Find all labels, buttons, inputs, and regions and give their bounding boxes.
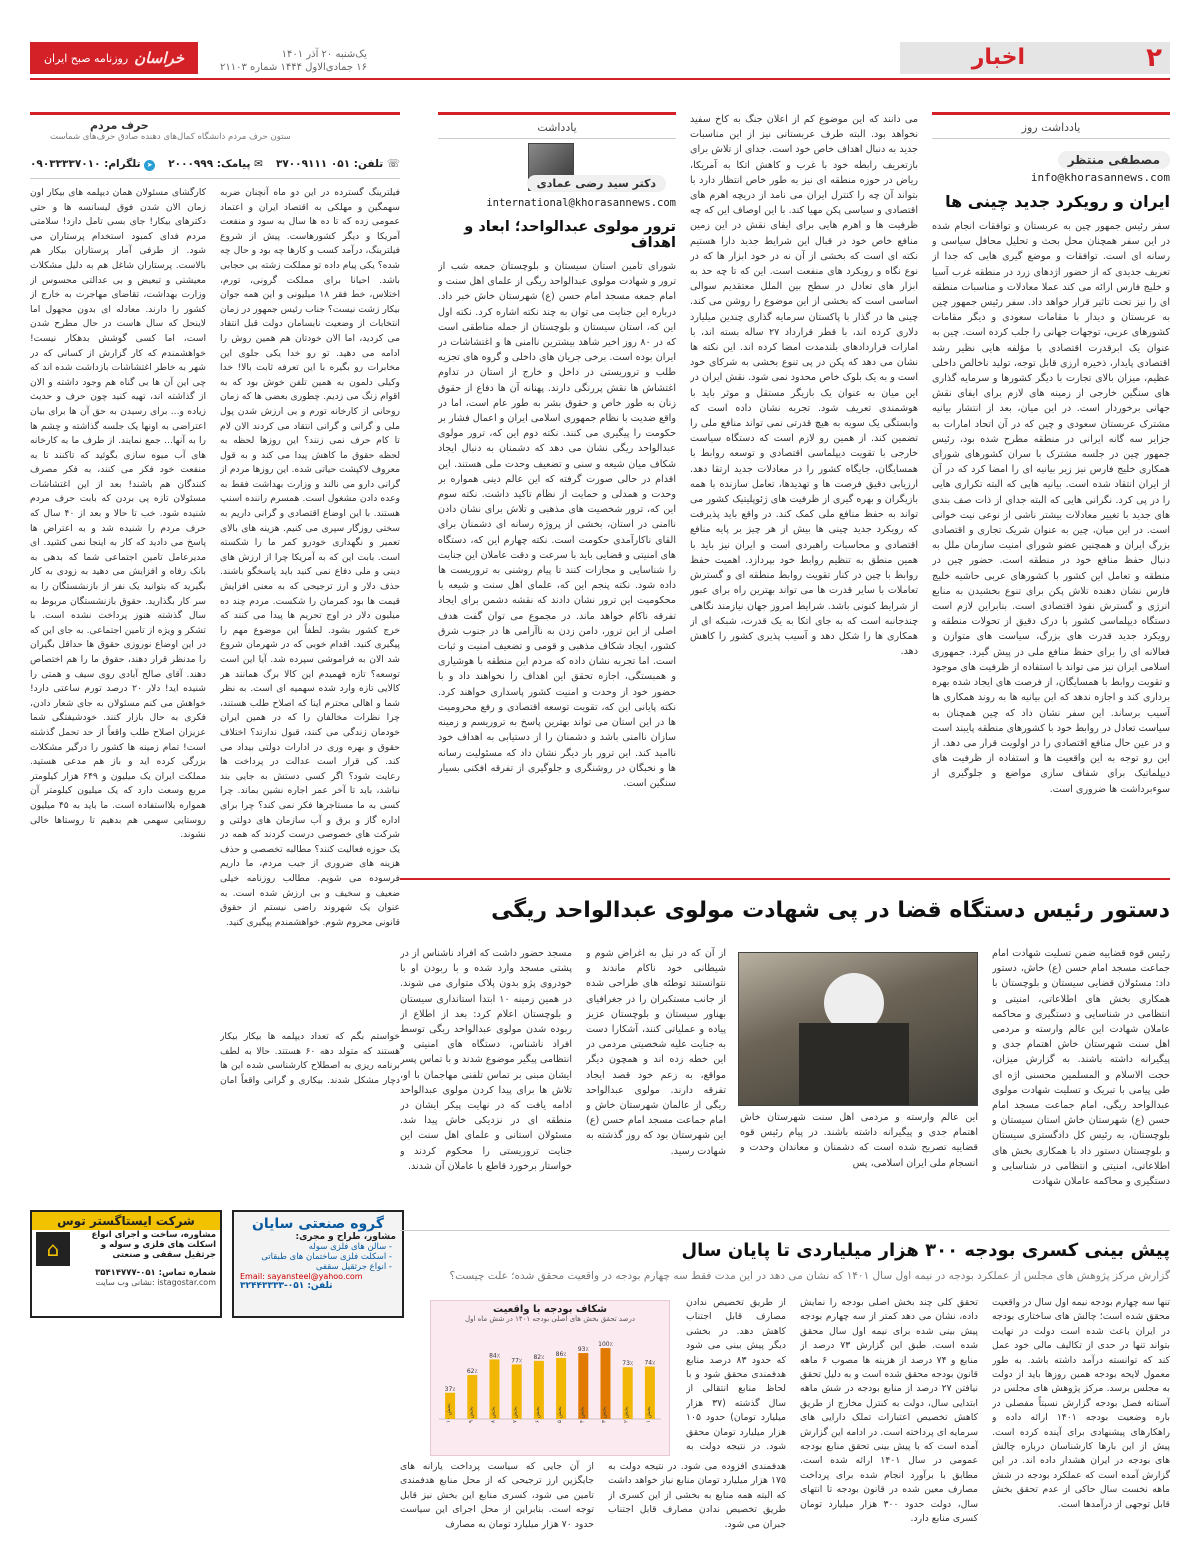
sayan-ad[interactable] <box>232 1210 404 1318</box>
story-headline: دستور رئیس دستگاه قضا در پی شهادت مولوی عبدالواحد ریگی <box>491 898 1170 923</box>
date-line-1: یک‌شنبه ۲۰ آذر ۱۴۰۱ <box>281 49 367 60</box>
chart-category-label: بخش ۱۰ <box>446 1403 453 1423</box>
story-divider <box>400 1230 1170 1231</box>
divider <box>932 138 1170 139</box>
author-email[interactable]: international@khorasannews.com <box>486 197 676 209</box>
chart-category-label: بخش ۹ <box>468 1406 475 1423</box>
budget-chart <box>430 1300 670 1456</box>
author-name: مصطفی منتظر <box>1058 151 1170 169</box>
sms-number: ۲۰۰۰۹۹۹ <box>168 158 214 170</box>
brand-box <box>30 42 198 74</box>
ad-line-2: - اسکلت فلزی ساختمان های طبقاتی <box>261 1252 392 1262</box>
telegram-contact[interactable] <box>30 158 155 176</box>
article-body-continued: می دانند که این موضوع کم از اعلان جنگ به کاخ سفید نخواهد بود. البته طرف عربستانی نیز از این مناسبات جدید به دنبال اهداف خاص خود است. جدای از تلاش برای بازتعریف رابطه خود با غرب و کاهش اتکا به آمریکا، ریاض در حوزه منطقه ای نیز به طور خاص انتظار دارد با بتواند آن چه را کنترل ایران می نامد از دریچه اهرم های اقتصادی و سیاسی پکن مهیا کند. با این اوصاف این که چه ظرفیت ها و اهرم هایی برای ایفای نقش در این زمین منافع خاص خود در قبال این شرایط جدید دارا هستیم نکته ای است که بخشی از آن نه در خود ابزار ها که در نوع نگاه و رویکرد های منفعت است. این که تا چه حد به ابزار های تعادل در سطح بین الملل معتقدیم سوالی اساسی است که بخشی از این موضوع را روشن می کند. چینی ها در گذار با پاکستان سرمایه گذاری چندین میلیارد دلاری کرده اند، با قطر قرارداد ۲۷ ساله بسته اند، با امارات قراردادهای بلندمدت امضا کرده اند. این نکته ها نشان می دهد که پکن در پی تنوع بخشی به شرکای خود است و به یک بلوک خاص محدود نمی شود. نقش ایران در این میان به عنوان یک بازیگر مستقل و موثر باید با هوشمندی تعریف شود. تجربه نشان داده است که وابستگی یک سویه به هیچ قدرتی نمی تواند منافع ملی را تضمین کند. از همین رو لازم است که دستگاه سیاست خارجی با تقویت دیپلماسی اقتصادی و توسعه روابط با همسایگان، جایگاه کشور را در معادلات جدید ارتقا دهد. ارزیابی دقیق فرصت ها و تهدیدها، تعامل سازنده با همه بازیگران و بهره گیری از ظرفیت های ژئوپلیتیک کشور می تواند به حفظ منافع ملی کمک کند. در واقع باید پذیرفت که رویکرد جدید چینی ها بیش از هر چیز بر پایه منافع اقتصادی و محاسبات راهبردی است و ایران نیز باید با همین منطق به تنظیم روابط خود بپردازد. اهمیت حفظ روابط با چین در کنار تقویت روابط منطقه ای و گسترش تعاملات با سایر قدرت ها می تواند بهترین راه برای عبور از شرایط کنونی باشد. شرایط امروز جهان نیازمند نگاهی چندجانبه است که به جای اتکا به یک قدرت، شبکه ای از همکاری ها را شکل دهد و آسیب پذیری کشور را کاهش دهد. <box>690 114 918 658</box>
note-column <box>438 112 676 870</box>
chart-subtitle: درصد تحقق بخش های اصلی بودجه ۱۴۰۱ در شش ماه اول <box>464 1315 635 1323</box>
story-headline: پیش بینی کسری بودجه ۳۰۰ هزار میلیاردی تا پایان سال <box>681 1240 1170 1261</box>
chart-data-label: 37٪ <box>444 1385 456 1393</box>
page-header <box>30 42 1170 82</box>
ad-line-2: اسکلت های فلزی و سوله و <box>100 1240 216 1250</box>
story-column-1: رئیس قوه قضاییه ضمن تسلیت شهادت امام جماعت مسجد امام حسن (ع) خاش، دستور داد: مسئولان قضایی سیستان و بلوچستان با همکاری بخش های اطلاعاتی، امنیتی و انتظامی در شناسایی و دستگیری و محاکمه عاملان شهادت این عالم وارسته و مردمی اهل سنت شهرستان خاش اهتمام جدی و پیگیرانه داشته باشند. به گزارش میزان، حجت الاسلام و المسلمین محسنی اژه ای طی پیامی با تبریک و تسلیت شهادت مولوی عبدالواحد ریگی، امام جماعت مسجد امام حسن (ع) شهرستان خاش استان سیستان و بلوچستان، به رئیس کل دادگستری سیستان و بلوچستان دستور داد با همکاری بخش های اطلاعاتی، امنیتی و انتظامی در شناسایی و دستگیری و محاکمه عاملان شهادت <box>992 948 1170 1188</box>
readers-column-header <box>30 112 400 142</box>
judiciary-chief-photo <box>738 952 978 1106</box>
chart-category-label: بخش ۷ <box>512 1406 519 1423</box>
chart-data-label: 93٪ <box>577 1346 589 1354</box>
date-block <box>220 48 367 74</box>
chart-category-label: بخش ۴ <box>579 1406 586 1423</box>
chart-category-label: بخش ۶ <box>534 1406 541 1423</box>
phone-icon: ☏ <box>386 158 400 170</box>
chart-data-label: 84٪ <box>489 1352 500 1360</box>
ad-line-3: جرثقیل سقفی و صنعتی <box>112 1250 216 1260</box>
column-top-bar <box>932 112 1170 115</box>
header-divider <box>30 78 1170 80</box>
ad-email: Email: sayansteel@yahoo.com <box>240 1272 363 1281</box>
readers-messages-left: کارگشای مسئولان همان دیپلمه های بیکار اون زمان الان شدن فوق لیسانسه ها و حتی دکترهای بیکار! جای بسی تامل دارد! سلامتی مردم فدای کمبود استخدام پرستاران می شود. از طرفی آمار پرستاران بیکار هم بالاست. پرستاران شاغل هم به دلیل مشکلات معیشتی و تبعیض و بی عدالتی محسوس از وزارت بهداشت، تقاضای مهاجرت به خارج از کشور را دارند. معادله ای بدون مجهول اما لاینحل که سال هاست در حال مطرح شدن است، اما کسی گوشش بدهکار نیست! خواهشمندم که کار گزارش از کسانی که در شهر به خاطر اغتشاشات بازداشت شده اند که چی این آن ها بی گناه هم وجود داشته و الان از گذاشته اند، تهیه کنید چون حرف و حدیث زیاده و... برای رسیدن به حق آن ها برای بیان اعتراضی به اونها یک جلسه گذاشته و چشم ها را به آنها... جمع نمایند. از طرف ما به کارخانه های آب میوه سازی بگوئید که تاکنند تا به منفعت خود فکر می کنند، به فکر مصرف کنندگان هم باشند! بعد از این اغتشاشات مسئولان تازه پی بردن که بابت حرف مردم شنیده شود. خب تا حالا و بعد از ۴۰ سال که حرف مردم را شنیده شد و به اعتراض ها پاسخ می دادید که کار به اینجا نمی کشید. ای مدیرعامل تامین اجتماعی شما که بدهی به بانک رفاه و افزایش می دهید به زودی به کار بگیرید که بتوانید یک نفر از بازنشستگان را به سر کار بگذارید. حقوق بازنشستگان مربوط به سال گذشته هنوز پرداخت نشده است. با تشکر و ویژه از تامین اجتماعی. به جای این که در این اوضاع نوروزی حقوق ها حداقل بگیران را مدنظر قرار دهند، حقوق ما را هم اختصاص دهند. آقای صالح آبادی روی سیف و همتی را شنیده اید! دلار ۲۰ درصد تورم ساعتی دارد! خواهش می کنم مسئولان به جای شعار دادن، فکری به حال بازار کنند. خودشیفتگی شما عزیزان اصلاح طلب واقعاً از حد تحمل گذشته است! تمام زمینه ها کشور را درگیر مشکلات بزرگی کرده اید و باز هم مدعی هستید. مملکت ایران یک میلیون و ۶۴۹ هزار کیلومتر مربع وسعت دارد که یک میلیون کیلومتر آن همواره بلااستفاده است. ما باید به ۴۵ میلیون روستایی سهمی هم بدهیم تا روستاها خالی نشوند. <box>30 187 206 841</box>
article-title: ایران و رویکرد جدید چینی ها <box>945 192 1170 211</box>
page-number: ۲ <box>1146 43 1162 73</box>
contact-bar <box>30 158 400 176</box>
photo-robe <box>799 1023 909 1105</box>
chart-category-label: بخش ۵ <box>557 1406 564 1423</box>
crane-logo-icon: ⌂ <box>36 1232 70 1266</box>
sms-icon: ✉ <box>254 158 263 170</box>
chart-category-label: بخش ۲ <box>623 1406 630 1423</box>
telegram-label: تلگرام: <box>104 158 141 170</box>
ad-website[interactable]: istagostar.com :نشانی وب سایت <box>95 1278 216 1287</box>
story-lead: گزارش مرکز پژوهش های مجلس از عملکرد بودجه در نیمه اول سال ۱۴۰۱ که نشان می دهد در این مدت فقط سه چهارم بودجه در واقعیت محقق شده؛ علت چیست؟ <box>449 1270 1170 1282</box>
phone-contact[interactable] <box>276 158 400 176</box>
phone-label: تلفن: <box>353 158 384 170</box>
chart-category-label: بخش ۳ <box>601 1406 608 1423</box>
column-top-bar <box>30 112 400 115</box>
istagostar-ad[interactable] <box>30 1210 222 1318</box>
chart-category-label: بخش ۸ <box>490 1406 497 1423</box>
ad-phone-label: تلفن: <box>307 1281 333 1291</box>
story-caption-column: این عالم وارسته و مردمی اهل سنت شهرستان خاش اهتمام جدی و پیگیرانه داشته باشند. در پیام رئیس قوه قضاییه تصریح شده است که دشمنان و معاندان وحدت و انسجام ملی ایران اسلامی، پس <box>740 1112 978 1169</box>
ad-line-1: مشاوره، ساخت و اجرای انواع <box>91 1230 216 1240</box>
chart-category-label: بخش ۱ <box>645 1406 652 1423</box>
chart-data-label: 86٪ <box>555 1351 567 1359</box>
story-column-4: مسجد حضور داشت که افراد ناشناس از در پشتی مسجد وارد شده و با ربودن او با خودروی پژو بدون پلاک متواری می شوند. در همین زمینه ۱۰ ابتدا استانداری سیستان و بلوچستان اعلام کرد: بعد از اطلاع از ربوده شدن مولوی عبدالواحد ریگی توسط افراد ناشناس، دستگاه های امنیتی و انتظامی پیگیر موضوع شدند و با تماس پسر ایشان مبنی بر تماس تلفنی مهاجمان با او، تلاش ها برای پیدا کردن مولوی عبدالواحد ادامه یافت که در نهایت پیکر ایشان در منطقه ای در نزدیکی خاش پیدا شد. مسئولان استانی و علمای اهل سنت این جنایت تروریستی را محکوم کردند و خواستار برخورد قاطع با عاملان آن شدند. <box>400 948 572 1172</box>
chart-title: شکاف بودجه با واقعیت <box>493 1304 607 1315</box>
date-line-2: ۱۶ جمادی‌الاول ۱۴۴۴ شماره ۲۱۱۰۳ <box>220 62 367 73</box>
telegram-number: ۰۹۰۳۳۳۳۷۰۱۰ <box>30 158 101 170</box>
chart-data-label: 62٪ <box>466 1368 478 1376</box>
brand-tagline: روزنامه صبح ایران <box>43 51 129 65</box>
story2-column-1: تنها سه چهارم بودجه نیمه اول سال در واقعیت محقق شده است؛ چالش های ساختاری بودجه در ایران باعث شده است دولت در نهایت بتواند تنها در حدی از تکالیف مالی خود عمل کند که توانسته درآمد داشته باشد. به طور معمول لایحه بودجه همین روزها باید از دولت به مجلس برسد. مرکز پژوهش های مجلس در آستانه فصل بودجه گزارش نسبتاً مفصلی در باره وضعیت بودجه ۱۴۰۱ ارائه داده و راهکارهای پیشنهادی برای آینده کرده است. پیش از این بارها کارشناسان درباره چالش های بودجه در ایران هشدار داده اند. در این گزارش آمده است که عملکرد بودجه در شش ماهه نخست سال حاکی از عدم تحقق بخش قابل توجهی از درآمدها است. <box>992 1297 1170 1510</box>
chart-data-label: 77٪ <box>511 1357 523 1365</box>
ad-line-3: - انواع جرثقیل سقفی <box>315 1262 392 1272</box>
chart-data-label: 100٪ <box>598 1341 613 1349</box>
article-body: سفر رئیس جمهور چین به عربستان و توافقات انجام شده در این سفر همچنان محل بحث و تحلیل محافل سیاسی و رسانه ای است. توافقات و موضع گیری هایی که جدا از تعریف جدیدی که از حضور اژدهای زرد در منطقه غرب آسیا و خلیج فارس ارائه می کند عملا معادلات و مناسبات منطقه ای را نیز تحت تاثیر قرار خواهد داد. سفر رئیس جمهور چین به عربستان و دیدار با مقامات سعودی و دیگر مقامات کشورهای عربی، توجهات جهانی را جلب کرده است. چین به عنوان یک ابرقدرت اقتصادی با مؤلفه هایی نظیر رشد اقتصادی پایدار، ذخیره ارزی قابل توجه، تولید ناخالص داخلی عظیم، میزان بالای تجارت با دیگر کشورها و سرمایه گذاری های سنگین خارجی از زمینه های لازم برای ایفای نقش جهانی برخوردار است. در این میان، بعد از انتشار بیانیه مشترک عربستان سعودی و چین که در آن اتحاد امارات به جزایر سه گانه ایرانی در منطقه مطرح شده بود، رئیس جمهور چین در جلسه مشترک با سران کشورهای شورای همکاری خلیج فارس نیز زیر بیانیه ای را امضا کرد که در آن از ایران انتقاد شده است. بیانیه هایی که البته تکراری هایی را در پی کرد. نگرانی هایی که البته جدای از ذات صف بندی های جدید با تغییر معادلات بیشتر ناشی از نوعی نیت خوانی است. در این میان، چین به عنوان شریک تجاری و اقتصادی بزرگ ایران و همچنین عضو شورای امنیت سازمان ملل به دنبال حفظ منافع خود در منطقه است. حضور چین در منطقه و تعامل این کشور با کشورهای عربی حاشیه خلیج فارس نشان دهنده تلاش پکن برای تنوع بخشیدن به منابع انرژی و گسترش نفوذ اقتصادی است. بنابراین لازم است دستگاه دیپلماسی کشور با درک دقیق از تحولات منطقه و رویکرد جدید قدرت های بزرگ، سیاست های متوازن و فعالانه ای را برای حفظ منافع ملی در پیش گیرد. جمهوری اسلامی ایران نیز می تواند با استفاده از ظرفیت های موجود و تقویت روابط با همسایگان، از فرصت های ایجاد شده بهره برداری کند و اجازه ندهد که این بیانیه ها به روند همکاری ها آسیب برساند. این سفر نشان داد که چین همچنان به سیاست تعادل در روابط خود با کشورهای منطقه پایبند است و در عین حال منافع اقتصادی را در اولویت قرار می دهد. از این رو توجه به این واقعیت ها و استفاده از ظرفیت های دیپلماتیک برای شفاف سازی مواضع و جلوگیری از سوءبرداشت ها ضروری است. <box>932 221 1170 795</box>
ad-company-name: گروه صنعتی سایان <box>251 1216 385 1232</box>
story2-column-3: از طریق تخصیص ندادن مصارف قابل اجتناب کاهش دهد. در بخشی دیگر پیش بینی می شود که حدود ۸۳ درصد منابع هدفمندی محقق شود و با لحاظ منابع انتقالی از سال گذشته (۳۷ هزار میلیارد تومان) حدود ۱۰۵ هزار میلیارد تومان محقق شود. در نتیجه دولت به <box>686 1297 786 1453</box>
divider <box>438 138 676 139</box>
story2-column-2: تحقق کلی چند بخش اصلی بودجه را نمایش داده، نشان می دهد کمتر از سه چهارم بودجه پیش بینی شده برای نیمه اول سال محقق شده است. طبق این گزارش ۷۳ درصد از منابع و ۷۴ درصد از هزینه ها مصوب ۶ ماهه قانون بودجه محقق شده است و به دلیل تحقق نیافتن ۲۷ درصد از منابع بودجه در شش ماهه ابتدایی سال، دولت به کنترل مخارج از طریق کاهش تخصیص اعتبارات تملک دارایی های سرمایه ای پرداخته است. در ادامه این گزارش آمده است که با پیش بینی تحقق منابع بودجه عمومی در سال ۱۴۰۱ ارائه شده است. مطابق با برآورد انجام شده برای پرداخت مصارف معین شده در قانون بودجه تا انتهای سال، دولت حدود ۳۰۰ هزار میلیارد تومان کسری منابع دارد. <box>800 1297 978 1525</box>
divider <box>30 178 400 179</box>
brand-logo: خراسان <box>134 49 185 67</box>
story2-column-3b: هدفمندی افزوده می شود. در نتیجه دولت به ۱۷۵ هزار میلیارد تومان منابع نیاز خواهد داشت که البته همه منابع به بخشی از این کسری از طریق تخصیص ندادن مصارف قابل اجتناب جبران می شود. <box>608 1461 786 1530</box>
author-email[interactable]: info@khorasannews.com <box>1030 171 1170 184</box>
chart-data-label: 82٪ <box>533 1353 545 1361</box>
section-title: اخبار <box>971 45 1025 70</box>
column-kicker: یادداشت <box>537 121 577 134</box>
ad-company-name: شرکت ایستاگستر توس <box>32 1212 220 1230</box>
readers-messages-extra: خواستم بگم که تعداد دیپلمه ها بیکار بیکار هستند که متولد دهه ۶۰ هستند. حالا به لطف برنامه ریزی به اصطلاح کارشناسی شده این ها دچار مشکل شدند. بیکاری و گرانی واقعاً امان <box>220 1031 400 1086</box>
article-title: ترور مولوی عبدالواحد؛ ابعاد و اهداف <box>464 219 676 251</box>
column-top-bar <box>438 112 676 115</box>
column-kicker: یادداشت روز <box>1021 121 1081 134</box>
readers-messages-right: فیلترینگ گسترده در این دو ماه آنچنان ضربه سهمگین و مهلکی به اقتصاد ایران و اعتماد عمومی زده که تا ده ها سال به سود و منفعت آمریکا و دیگر کشورهاست. پیش از شروع فیلترینگ، درآمد کسب و کارها چه بود و حال چه شده؟ یکی پیام داده تو مملکت زشته بی حجابی باشد. احیانا برای مملکت گرونی، تورم، اختلاس، خط فقر ۱۸ میلیونی و این همه جوان بیکار زشت نیست؟ جناب رئیس جمهور در زمان انتخابات از وضعیت نابسامان دولت قبل انتقاد می کردید، اما الان خودتان هم همین روش را ادامه می دهید. تو رو خدا یکی جلوی این مخابرات رو بگیره با این تعرفه ثابت بالا! خدا وکیلی دلمون به همین تلفن خوش بود که به اقوام زنگ می زدیم. چطوری بعضی ها که زمان روحانی از کارخانه تورم و بی ارزش شدن پول ملی و گرانی و گرانی انتقاد می کردند الان لام تا کام حرف نمی زنند؟ این روزها لحظه به لحظه حقوق ما کاهش پیدا می کند و به قول معروف لاکپشت حیاتی شده. این روزها مردم از گرانی دارو می نالند و وزارت بهداشت فقط به وعده دادن مشغول است. همسرم راننده اسنپ هستند. با این اوضاع اقتصادی و گرانی داریم به سختی روزگار سپری می کنیم. هزینه های بالای تعمیر و نگهداری خودرو کمر ما را شکسته است. بابت این که به آمریکا چرا از ارزش های دینی و ملی دفاع نمی کنید باید پاسخگو باشند. حذف دلار و ارز ترجیحی که به معنی افزایش قیمت ها بود کمرمان را شکست. مردم چند ده میلیون دلار در اوج تحریم ها پیدا می کنند که خرج کشور بشود. لطفاً این موضوع مهم را پیگیری کنید. اقدام خوبی که در شهرمان شروع شد الان به فراموشی سپرده شد. آیا این است توسعه؟ تازه فهمیدم این کالا برگ همانند هر کالایی تازه وارد شده سهمیه ای است. به نظر شما و اهالی محترم اینا که اصلاح طلب هستند، چرا نظرات مخالفان را که در همین ایران خودمان زندگی می کنند، قبول ندارند؟ اختلاف حقوق و بهره وری در ادارات دولتی بیداد می کند. کی قرار است عدالت در پرداخت ها رعایت شود؟ اگر کسی دستش به جایی بند نباشد، باید تا آخر عمر اجاره نشین بماند. چرا کسی به ما مستاجرها فکر نمی کند؟ چرا برای اداره گاز و برق و آب سازمان های دولتی و شرکت های خصوصی درست کردند که همه در یک حوزه فعالیت کنند؟ مطالبه تخصصی و حذف هزینه های ضروری از جیب مردم، ما داریم فرسوده می شویم. مطالب روزنامه خیلی ضعیف و سخیف و بی ارزش شده است. به عنوان یک شهروند راضی نیستم از حقوق قانونی محروم شوم. خواهشمندم پیگیری کنید. <box>220 187 400 928</box>
editorial-continued-column <box>690 112 918 870</box>
sms-label: پیامک: <box>216 158 251 170</box>
chart-data-label: 74٪ <box>644 1359 656 1367</box>
story2-column-4: از آن جایی که سیاست پرداخت یارانه های جایگزین ارز ترجیحی که از محل منابع هدفمندی تامین می شود، کسری منابع این بخش نیز قابل توجه است. بنابراین از محل اجرای این سیاست حدود ۷۰ هزار میلیارد تومان به مصارف <box>400 1461 594 1530</box>
chart-plot <box>431 1335 669 1453</box>
column-subtitle: ستون حرف مردم دانشگاه کمال‌های دهنده صادق حرف‌های شماست <box>50 132 291 142</box>
article-body: شورای تامین استان سیستان و بلوچستان جمعه شب از ترور و شهادت مولوی عبدالواحد ریگی از علمای اهل سنت و امام جمعه مسجد امام حسن (ع) شهرستان خاش خبر داد. درباره این جنایت می توان به چند نکته اشاره کرد. نکته اول این که، استان سیستان و بلوچستان از جمله مناطقی است که در ۸۰ روز اخیر شاهد بیشترین ناامنی ها و اغتشاشات در ایران بوده است. برخی جریان های داخلی و گروه های تجزیه طلب و تروریستی در داخل و خارج از استان در تداوم اغتشاش ها نقش پررنگی دارند. پهنانه آن ها دفاع از حقوق زنان به طور خاص و حقوق بشر به طور عام است، اما در واقع ضدیت با نظام جمهوری اسلامی ایران و اعمال فشار بر حکومت را پیگیری می کنند. نکته دوم این که، ترور مولوی عبدالواحد ریگی نشان می دهد که دشمنان به دنبال ایجاد شکاف میان شیعه و سنی و تضعیف وحدت ملی هستند. این اقدام در حالی صورت گرفته که این عالم دینی همواره بر وحدت و همدلی و حمایت از نظام تاکید داشت. نکته سوم این که، ترور شخصیت های مذهبی و تلاش برای نشان دادن ناامنی در استان، بخشی از پروژه رسانه ای دشمنان برای القای ناکارآمدی حکومت است. نکته چهارم این که، دستگاه های امنیتی و قضایی باید با سرعت و دقت عاملان این جنایت را شناسایی و مجازات کنند تا پیام روشنی به تروریست ها داده شود. نکته پنجم این که، علمای اهل سنت و شیعه با محکومیت این ترور نشان دادند که نقشه دشمن برای ایجاد تفرقه ناکام خواهد ماند. در مجموع می توان گفت هدف اصلی از این ترور، دامن زدن به ناآرامی ها در جنوب شرق کشور، ایجاد شکاف مذهبی و قومی و تضعیف امنیت و ثبات است. اما تجربه نشان داده که مردم این منطقه با هوشیاری و همبستگی، اجازه تحقق این اهداف را نخواهند داد و با حضور خود از وحدت و امنیت کشور پاسداری خواهند کرد. نکته پایانی این که، تقویت توسعه اقتصادی و رفع محرومیت ها در این استان می تواند بهترین پاسخ به تروریسم و زمینه سازان ناامنی باشد و دشمنان را از دستیابی به اهداف خود ناامید کند. این ترور بار دیگر نشان داد که مسئولیت رسانه ها و نخبگان در روشنگری و جلوگیری از تفرقه افکنی بسیار سنگین است. <box>438 261 676 789</box>
column-title: حرف مردم <box>90 119 149 132</box>
sms-contact[interactable] <box>168 158 263 176</box>
ad-phone: شماره تماس: ۰۵۱-۳۵۴۱۴۷۷۷ <box>95 1268 216 1278</box>
ad-line-1: - سالن های فلزی سوله <box>308 1242 392 1252</box>
telegram-icon: ➤ <box>144 160 155 171</box>
editorial-column <box>932 112 1170 870</box>
section-banner <box>900 42 1170 74</box>
story-divider <box>400 878 1170 880</box>
author-name: دکتر سید رضی عمادی <box>527 175 666 192</box>
ad-phone: ۰۵۱-۳۲۴۴۳۳۳۳ <box>240 1281 305 1291</box>
phone-number: ۰۵۱ ۳۷۰۰۹۱۱۱ <box>275 158 351 170</box>
chart-data-label: 73٪ <box>622 1360 634 1368</box>
ad-subtitle: مشاور، طراح و مجری: <box>295 1232 396 1242</box>
story-column-3: از آن که در نیل به اغراض شوم و شیطانی خود ناکام ماندند و نتوانستند توطئه های طراحی شده از جانب مستکبران را در جغرافیای بهناور سیستان و بلوچستان عزیز پیاده و عملیاتی کنند، آشکارا دست به جنایت علیه شخصیتی مردمی در این خطه زده اند و همچون دیگر مواقع، به زعم خود قصد ایجاد تفرقه دارند. مولوی عبدالواحد ریگی از عالمان شهرستان خاش و امام جماعت مسجد امام حسن (ع) این شهرستان بود که روز گذشته به شهادت رسید. <box>586 948 726 1157</box>
